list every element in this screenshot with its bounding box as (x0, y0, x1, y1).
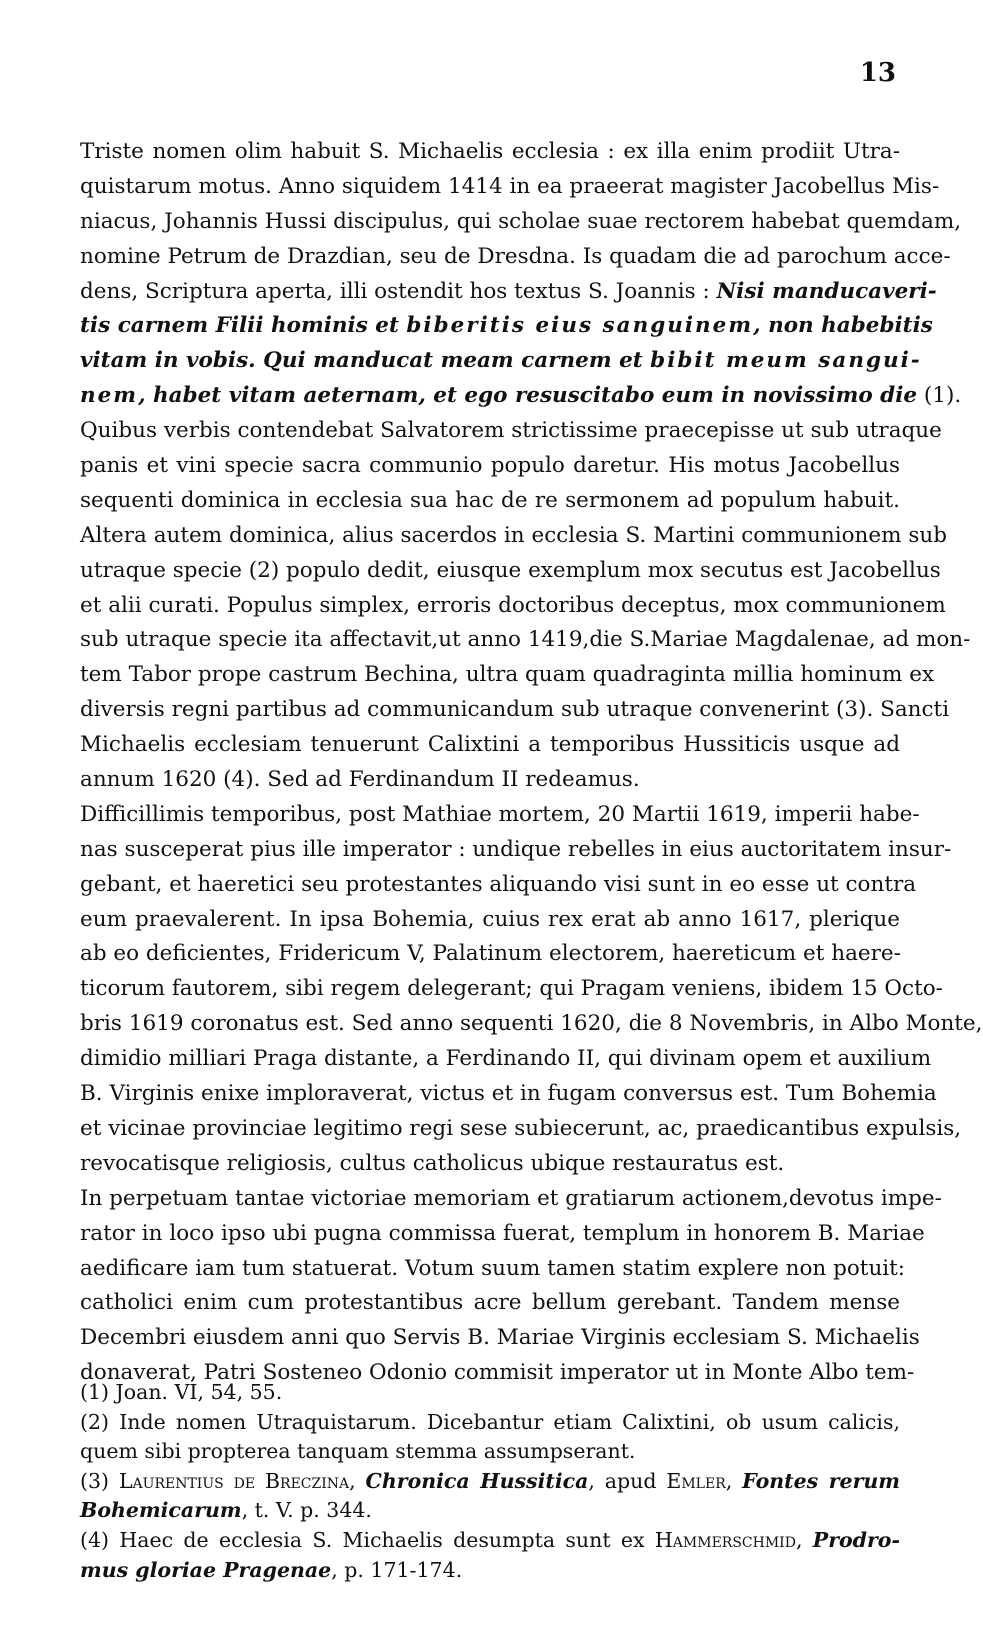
text-segment: (3) (80, 1468, 119, 1493)
text-line (80, 937, 900, 972)
small-caps-text: Emler (666, 1468, 726, 1493)
italic-text: Chronica Hussitica (365, 1468, 589, 1493)
paragraph (80, 135, 971, 798)
text-line (80, 414, 942, 449)
text-line (80, 379, 962, 414)
text-segment: (2) Inde nomen Utraquistarum. Dicebantur etiam Calixtini, ob usum calicis, (80, 1409, 900, 1434)
text-segment: rator in loco ipso ubi pugna commissa fuerat, templum in honorem B. Mariae (80, 1220, 925, 1246)
text-segment: (1) Joan. VI, 54, 55. (80, 1380, 283, 1404)
text-line (80, 1007, 983, 1042)
text-segment: eum praevalerent. In ipsa Bohemia, cuius rex erat ab anno 1617, plerique (80, 906, 900, 932)
text-segment: , apud (588, 1468, 667, 1493)
italic-text: biberitis eius sanguinem (406, 313, 754, 339)
italic-text: mus gloriae Pragenae (80, 1557, 332, 1582)
text-line (80, 1556, 900, 1586)
text-line (80, 1496, 900, 1526)
text-line (80, 275, 937, 310)
text-segment: ab eo deficientes, Fridericum V, Palatinum electorem, haereticum et haere- (80, 941, 901, 967)
text-line (80, 1378, 900, 1408)
text-segment: (4) Haec de ecclesia S. Michaelis desumpta sunt ex (80, 1527, 655, 1552)
text-segment: tem Tabor prope castrum Bechina, ultra quam quadraginta millia hominum ex (80, 662, 935, 688)
text-line (80, 763, 900, 798)
small-caps-text: Hammerschmid (654, 1527, 796, 1552)
text-segment: donaverat, Patri Sosteneo Odonio commisit imperator ut in Monte Albo tem- (80, 1360, 915, 1386)
text-segment: , t. V. p. 344. (241, 1498, 372, 1523)
text-line (80, 170, 940, 205)
text-segment: (1). (917, 383, 962, 409)
text-line (80, 728, 900, 763)
text-segment: Decembri eiusdem anni quo Servis B. Mariae Virginis ecclesiam S. Michaelis (80, 1325, 920, 1351)
text-segment: et alii curati. Populus simplex, erroris doctoribus deceptus, mox communionem (80, 592, 946, 618)
text-segment: B. Virginis enixe imploraverat, victus et in fugam conversus est. Tum Bohemia (80, 1081, 937, 1107)
text-line (80, 623, 971, 658)
small-caps-text: Laurentius de Breczina (118, 1468, 350, 1493)
italic-text: Nisi manducaveri- (716, 278, 937, 304)
text-line (80, 1526, 900, 1556)
text-line (80, 309, 933, 344)
text-segment: dens, Scriptura aperta, illi ostendit hos textus S. Joannis : (80, 278, 717, 304)
paragraph (80, 1182, 942, 1391)
body-text (80, 135, 983, 1391)
text-segment: Altera autem dominica, alius sacerdos in ecclesia S. Martini communionem sub (80, 522, 947, 548)
italic-text: nem (80, 383, 139, 409)
text-line (80, 693, 950, 728)
text-line (80, 903, 900, 938)
text-segment: , p. 171-174. (331, 1557, 463, 1582)
text-segment: gebant, et haeretici seu protestantes aliquando visi sunt in eo esse ut contra (80, 871, 917, 897)
text-segment: Triste nomen olim habuit S. Michaelis ecclesia : ex illa enim prodiit Utra- (80, 139, 900, 164)
text-line (80, 554, 941, 589)
italic-text: Fontes rerum (742, 1468, 900, 1493)
text-segment: sequenti dominica in ecclesia sua hac de re sermonem ad populum habuit. (80, 487, 900, 513)
italic-text: bibit meum sangui- (650, 348, 922, 374)
page-number: 13 (859, 58, 896, 88)
text-segment: quistarum motus. Anno siquidem 1414 in ea praeerat magister Jacobellus Mis- (80, 173, 940, 199)
text-segment: revocatisque religiosis, cultus catholicus ubique restauratus est. (80, 1150, 785, 1176)
text-segment: , (349, 1468, 366, 1493)
text-line (80, 205, 962, 240)
footnote (80, 1467, 900, 1526)
text-segment: Quibus verbis contendebat Salvatorem strictissime praecepisse ut sub utraque (80, 418, 942, 444)
text-segment: annum 1620 (4). Sed ad Ferdinandum II redeamus. (80, 767, 640, 793)
text-segment: nomine Petrum de Drazdian, seu de Dresdna. Is quadam die ad parochum acce- (80, 243, 951, 269)
text-line (80, 1252, 906, 1287)
text-segment: diversis regni partibus ad communicandum sub utraque convenerint (3). Sancti (80, 697, 950, 723)
text-line (80, 589, 946, 624)
text-line (80, 1042, 932, 1077)
text-line (80, 1467, 900, 1497)
text-line (80, 1217, 925, 1252)
footnotes (80, 1378, 900, 1585)
text-line (80, 1321, 920, 1356)
text-segment: quem sibi propterea tanquam stemma assumpserant. (80, 1439, 636, 1464)
text-line (80, 868, 917, 903)
text-line (80, 1182, 942, 1217)
italic-text: , non habebitis (753, 313, 933, 339)
text-line (80, 135, 900, 170)
text-segment: dimidio milliari Praga distante, a Ferdinando II, qui divinam opem et auxilium (80, 1046, 932, 1072)
italic-text: Prodro- (812, 1527, 900, 1552)
text-line (80, 798, 920, 833)
text-segment: catholici enim cum protestantibus acre bellum gerebant. Tandem mense (80, 1290, 900, 1316)
text-line (80, 484, 900, 519)
text-line (80, 833, 952, 868)
text-segment: nas susceperat pius ille imperator : undique rebelles in eius auctoritatem insur- (80, 836, 952, 862)
text-segment: bris 1619 coronatus est. Sed anno sequenti 1620, die 8 Novembris, in Albo Monte, (80, 1011, 983, 1037)
text-line (80, 1147, 900, 1182)
text-line (80, 1077, 937, 1112)
text-segment: , (795, 1527, 813, 1552)
italic-text: , habet vitam aeternam, et ego resuscitabo eum in novissimo die (138, 383, 918, 409)
text-segment: Michaelis ecclesiam tenuerunt Calixtini a temporibus Hussiticis usque ad (80, 732, 900, 758)
text-segment: sub utraque specie ita affectavit,ut anno 1419,die S.Mariae Magdalenae, ad mon- (80, 627, 971, 653)
footnote (80, 1378, 900, 1408)
italic-text: vitam in vobis. Qui manducat meam carnem et (80, 348, 651, 374)
text-segment: , (725, 1468, 743, 1493)
text-segment: ticorum fautorem, sibi regem delegerant; qui Pragam veniens, ibidem 15 Octo- (80, 976, 943, 1002)
text-line (80, 1408, 900, 1438)
text-line (80, 344, 922, 379)
text-line (80, 240, 951, 275)
footnote (80, 1408, 900, 1467)
text-line (80, 1437, 900, 1467)
footnote (80, 1526, 900, 1585)
text-line (80, 449, 900, 484)
text-segment: In perpetuam tantae victoriae memoriam et gratiarum actionem,devotus impe- (80, 1185, 942, 1211)
text-segment: Difficillimis temporibus, post Mathiae mortem, 20 Martii 1619, imperii habe- (80, 801, 920, 827)
text-segment: et vicinae provinciae legitimo regi sese subiecerunt, ac, praedicantibus expulsis, (80, 1115, 962, 1141)
text-line (80, 658, 935, 693)
text-line (80, 1286, 900, 1321)
text-segment: aedificare iam tum statuerat. Votum suum tamen statim explere non potuit: (80, 1255, 906, 1281)
text-line (80, 972, 943, 1007)
text-segment: niacus, Johannis Hussi discipulus, qui scholae suae rectorem habebat quemdam, (80, 208, 962, 234)
text-line (80, 519, 947, 554)
paragraph (80, 798, 983, 1182)
italic-text: tis carnem Filii hominis et (80, 313, 407, 339)
text-line (80, 1112, 962, 1147)
text-segment: utraque specie (2) populo dedit, eiusque exemplum mox secutus est Jacobellus (80, 557, 941, 583)
italic-text: Bohemicarum (80, 1498, 242, 1523)
text-segment: panis et vini specie sacra communio populo daretur. His motus Jacobellus (80, 453, 900, 479)
